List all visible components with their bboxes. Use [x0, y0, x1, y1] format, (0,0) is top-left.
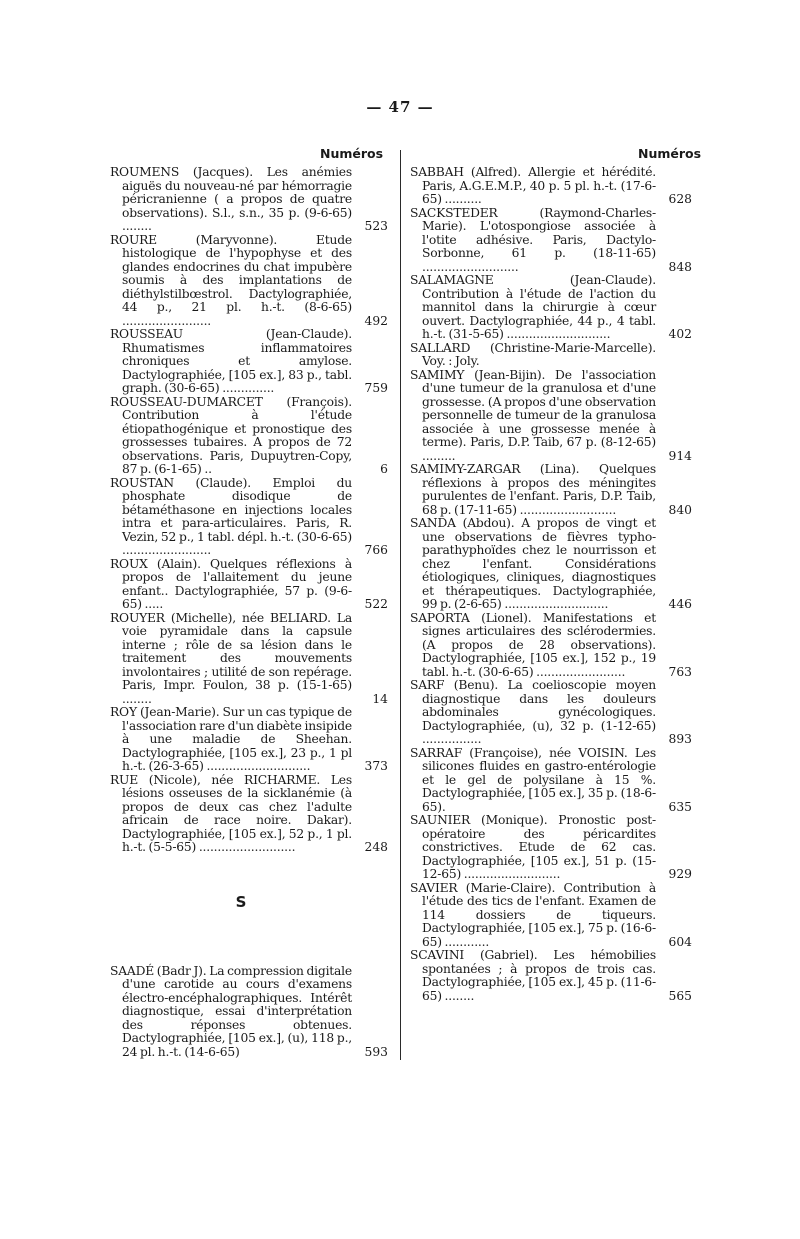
bibliography-entry	[410, 207, 692, 275]
entry-number: 766	[364, 543, 388, 557]
entry-text: SAVIER (Marie-Claire). Contribution à l'étude des tics de l'enfant. Examen de 114 dossiers de tiqueurs. Dactylographiée, [105 ex.], 75 p. (16-6-65) ............	[410, 880, 656, 949]
entry-number: 522	[364, 597, 388, 611]
entry-number: 759	[364, 381, 388, 395]
bibliography-entry	[410, 747, 692, 815]
entry-number: 929	[668, 867, 692, 881]
section-letter: S	[235, 892, 247, 911]
entry-text: SAUNIER (Monique). Pronostic post-opératoire des péricardites constrictives. Etude de 62 cas. Dactylographiée, [105 ex.], 51 p. (15-12-65) ..........................	[410, 813, 656, 881]
entry-number: 248	[364, 840, 388, 854]
entry-number: 593	[364, 1044, 388, 1059]
right-entry-list	[410, 166, 692, 1003]
bibliography-entry	[410, 342, 692, 369]
entry-text: ROUYER (Michelle), née BELIARD. La voie pyramidale dans la capsule interne ; rôle de sa lésion dans le traitement des mouvements involontaires ; utilité de son repérage. Paris, Impr. Foulon, 38 p. (15-1-65) ........	[110, 610, 352, 706]
entry-number: 893	[668, 732, 692, 746]
entry-number: 492	[364, 313, 388, 328]
bibliography-entry	[110, 558, 388, 612]
entry-number: 763	[668, 664, 692, 679]
entry-number: 373	[364, 759, 388, 773]
entry-text: SCAVINI (Gabriel). Les hémobilies spontanées ; à propos de trois cas. Dactylographiée, [105 ex.], 45 p. (11-6-65) ........	[410, 948, 656, 1003]
bibliography-entry	[110, 965, 388, 1060]
entry-number: 840	[668, 502, 692, 517]
bibliography-entry	[110, 234, 388, 329]
entry-text: ROUSTAN (Claude). Emploi du phosphate disodique de bétaméthasone en injections locales intra et para-articulaires. Paris, R. Vezin, 52 p., 1 tabl. dépl. h.-t. (30-6-65) ........................	[110, 475, 352, 557]
bibliography-entry	[110, 774, 388, 855]
entry-number: 523	[364, 219, 388, 233]
entry-text: SALAMAGNE (Jean-Claude). Contribution à l'étude de l'action du mannitol dans la chirurgie à cœur ouvert. Dactylographiée, 44 p., 4 tabl. h.-t. (31-5-65) ............................	[410, 273, 656, 341]
left-entry-list	[110, 166, 388, 855]
entry-number: 565	[668, 988, 692, 1003]
bibliography-entry	[410, 814, 692, 882]
entry-text: SAMIMY-ZARGAR (Lina). Quelques réflexions à propos des méningites purulentes de l'enfant. Paris, D.P. Taib, 68 p. (17-11-65) ..........................	[410, 462, 656, 517]
bibliography-entry	[410, 463, 692, 517]
entry-text: SABBAH (Alfred). Allergie et hérédité. Paris, A.G.E.M.P., 40 p. 5 pl. h.-t. (17-6-65) ..........	[410, 165, 656, 206]
bibliography-entry	[110, 612, 388, 707]
entry-number: 635	[668, 799, 692, 814]
bibliography-entry	[410, 166, 692, 207]
entry-text: SAPORTA (Lionel). Manifestations et signes articulaires des sclérodermies. (A propos de 28 observations). Dactylographiée, [105 ex.], 152 p., 19 tabl. h.-t. (30-6-65) ........................	[410, 610, 656, 679]
entry-text: ROURE (Maryvonne). Etude histologique de l'hypophyse et des glandes endocrines du chat impubère soumis à des implantations de diéthylstilbœstrol. Dactylographiée, 44 p., 21 pl. h.-t. (8-6-65) ........................	[110, 232, 352, 328]
bibliography-entry	[110, 166, 388, 234]
entry-number: 628	[668, 192, 692, 206]
bibliography-entry	[410, 882, 692, 950]
entry-text: SALLARD (Christine-Marie-Marcelle). Voy. : Joly.	[410, 340, 656, 368]
entry-text: SACKSTEDER (Raymond-Charles-Marie). L'otospongiose associée à l'otite adhésive. Paris, Dactylo-Sorbonne, 61 p. (18-11-65) ..........................	[410, 205, 656, 274]
column-divider	[400, 150, 401, 1060]
entry-number: 848	[668, 259, 692, 274]
bibliography-entry	[110, 328, 388, 396]
entry-text: SARF (Benu). La coelioscopie moyen diagnostique dans les douleurs abdominales gynécologiques. Dactylographiée, (u), 32 p. (1-12-65) ................	[410, 678, 656, 746]
entry-number: 446	[668, 597, 692, 611]
entry-text: SAMIMY (Jean-Bijin). De l'association d'une tumeur de la granulosa et d'une grossesse. (A propos d'une observation personnelle de tumeur de la granulosa associée à une grossesse menée à terme). Paris, D.P. Taib, 67 p. (8-12-65) .........	[410, 367, 656, 463]
entry-number: 402	[668, 327, 692, 341]
bibliography-entry	[410, 612, 692, 680]
entry-text: RUE (Nicole), née RICHARME. Les lésions osseuses de la sicklanémie (à propos de deux cas chez l'adulte africain de race noire. Dakar). Dactylographiée, [105 ex.], 52 p., 1 pl. h.-t. (5-5-65) ..........................	[110, 772, 352, 854]
bibliography-entry	[110, 706, 388, 774]
left-column	[110, 166, 388, 1059]
entry-text: SANDA (Abdou). A propos de vingt et une observations de fièvres typho-parathyphoïdes chez le nourrisson et chez l'enfant. Considérations étiologiques, cliniques, diagnostiques et thérapeutiques. Dactylographiée, 99 p. (2-6-65) ............................	[410, 516, 656, 611]
entry-text: SAADÉ (Badr J). La compression digitale d'une carotide au cours d'examens électro-encéphalographiques. Intérêt diagnostique, essai d'interprétation des réponses obtenues. Dactylographiée, [105 ex.], (u), 118 p., 24 pl. h.-t. (14-6-65)	[110, 963, 352, 1059]
entry-text: ROUX (Alain). Quelques réflexions à propos de l'allaitement du jeune enfant.. Dactylographiée, 57 p. (9-6-65) .....	[110, 556, 352, 611]
entry-text: ROUMENS (Jacques). Les anémies aiguës du nouveau-né par hémorragie péricranienne ( a propos de quatre observations). S.l., s.n., 35 p. (9-6-65) ........	[110, 165, 352, 233]
bibliography-entry	[110, 396, 388, 477]
right-column	[410, 166, 692, 1003]
right-column-header: Numéros	[638, 146, 702, 161]
entry-text: ROUSSEAU-DUMARCET (François). Contribution à l'étude étiopathogénique et pronostique des grossesses tubaires. A propos de 72 observations. Paris, Dupuytren-Copy, 87 p. (6-1-65) ..	[110, 394, 352, 476]
left-entry-list-after-section	[110, 965, 388, 1060]
page-number: — 47 —	[366, 98, 434, 116]
bibliography-entry	[410, 949, 692, 1003]
entry-text: ROUSSEAU (Jean-Claude). Rhumatismes inflammatoires chroniques et amylose. Dactylographiée, [105 ex.], 83 p., tabl. graph. (30-6-65) ..............	[110, 327, 352, 395]
entry-text: SARRAF (Françoise), née VOISIN. Les silicones fluides en gastro-entérologie et le gel de polysilane à 15 %. Dactylographiée, [105 ex.], 35 p. (18-6-65).	[410, 745, 656, 814]
entry-number: 914	[668, 448, 692, 463]
entry-text: ROY (Jean-Marie). Sur un cas typique de l'association rare d'un diabète insipide à une maladie de Sheehan. Dactylographiée, [105 ex.], 23 p., 1 pl h.-t. (26-3-65) ............................	[110, 705, 352, 773]
bibliography-entry	[410, 274, 692, 342]
entry-number: 604	[668, 934, 692, 949]
bibliography-entry	[410, 517, 692, 612]
bibliography-entry	[410, 369, 692, 464]
entry-number: 14	[372, 691, 388, 706]
bibliography-entry	[410, 679, 692, 747]
bibliography-entry	[110, 477, 388, 558]
left-column-header: Numéros	[320, 146, 384, 161]
entry-number: 6	[380, 462, 388, 476]
